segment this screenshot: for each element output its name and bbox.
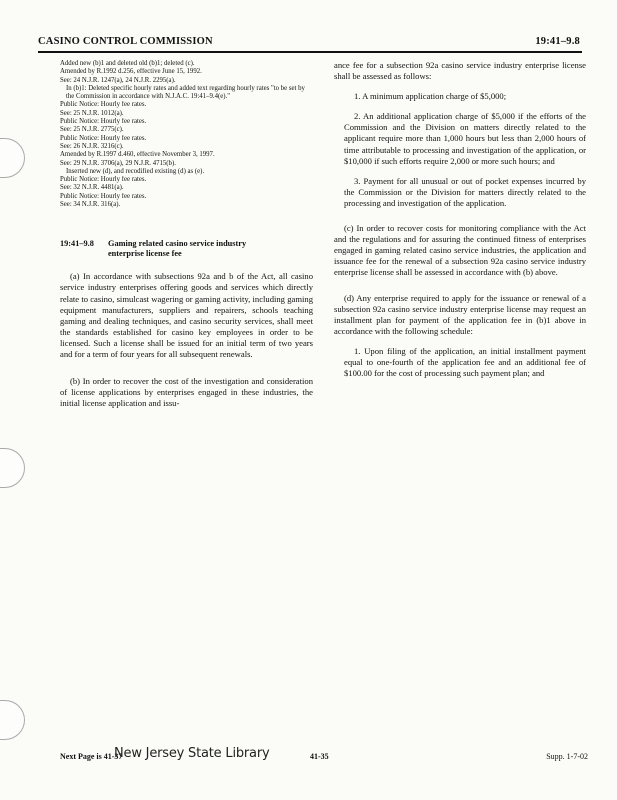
history-line: Public Notice: Hourly fee rates. bbox=[60, 192, 147, 200]
history-line: Public Notice: Hourly fee rates. bbox=[60, 134, 147, 142]
section-title-line2: enterprise license fee bbox=[108, 249, 182, 259]
item-d1: 1. Upon filing of the application, an initial installment payment equal to one-fourth of the application fee and an additional fee of $100.00 for the cost of processing such payment plan; and bbox=[344, 345, 586, 379]
paragraph-a: (a) In accordance with subsections 92a and b of the Act, all casino service industry enterprises offering goods and services which directly relate to casino, simulcast wagering or gaming activity, including gaming equipment manufacturers, suppliers and repairers, schools teaching gaming and dealing techniques, and casino security services, shall meet the standards established for casino key employees in order to be licensed. Such a license shall be issued for an initial term of two years and for a term of four years for all subsequent renewals. bbox=[60, 271, 313, 359]
library-stamp: New Jersey State Library bbox=[114, 746, 270, 761]
history-line: Amended by R.1997 d.460, effective November 3, 1997. bbox=[60, 151, 215, 159]
paragraph-b-continued: ance fee for a subsection 92a casino service industry enterprise license shall be assessed as follows: bbox=[334, 60, 586, 82]
header-section: 19:41–9.8 bbox=[535, 36, 580, 47]
history-line: Added new (b)1 and deleted old (b)1; deleted (c). bbox=[60, 60, 195, 67]
left-column bbox=[60, 60, 313, 409]
item-b3: 3. Payment for all unusual or out of pocket expenses incurred by the Commission or the Division for matters directly related to the processing and investigation of the application. bbox=[344, 175, 586, 208]
supplement-date: Supp. 1-7-02 bbox=[546, 752, 588, 761]
item-b1: 1. A minimum application charge of $5,000; bbox=[354, 91, 507, 102]
binder-hole bbox=[0, 448, 25, 488]
history-line: Amended by R.1992 d.256, effective June 15, 1992. bbox=[60, 68, 202, 76]
binder-hole bbox=[0, 138, 25, 178]
history-line: Inserted new (d), and recodified existing (d) as (e). bbox=[66, 167, 205, 175]
history-line: See: 29 N.J.R. 3706(a), 29 N.J.R. 4715(b). bbox=[60, 159, 176, 167]
running-header bbox=[38, 36, 580, 47]
paragraph-d: (d) Any enterprise required to apply for the issuance or renewal of a subsection 92a casino service industry enterprise license may request an installment plan for payment of the application fee in (b)1 above in accordance with the following schedule: bbox=[334, 292, 586, 336]
page-footer bbox=[60, 748, 588, 768]
history-line: Public Notice: Hourly fee rates. bbox=[60, 101, 147, 109]
item-b2: 2. An additional application charge of $5,000 if the efforts of the Commission and the Division on matters directly related to the applicant require more than 1,000 hours but less than 2,000 hours of time attributable to processing and investigation of the application, or $10,000 if such efforts require 2,000 or more such hours; and bbox=[344, 111, 586, 166]
history-line: See: 25 N.J.R. 2775(c). bbox=[60, 126, 124, 134]
header-title: CASINO CONTROL COMMISSION bbox=[38, 36, 213, 47]
binder-hole bbox=[0, 700, 25, 740]
history-notes bbox=[60, 60, 313, 209]
right-column bbox=[334, 60, 586, 379]
history-line: Public Notice: Hourly fee rates. bbox=[60, 118, 147, 126]
section-number: 19:41–9.8 bbox=[60, 239, 94, 249]
section-title-line1: Gaming related casino service industry bbox=[108, 239, 247, 249]
header-rule bbox=[38, 51, 582, 53]
page-number: 41-35 bbox=[310, 752, 329, 761]
next-page-note: Next Page is 41-37 bbox=[60, 752, 123, 761]
history-line: See: 25 N.J.R. 1012(a). bbox=[60, 109, 124, 117]
history-line: In (b)1: Deleted specific hourly rates and added text regarding hourly rates "to be set by the Commission in accordance with N.J.A.C. 19:41–9.4(e)." bbox=[66, 84, 305, 101]
history-line: See: 24 N.J.R. 1247(a), 24 N.J.R. 2295(a). bbox=[60, 76, 176, 84]
section-heading bbox=[60, 239, 313, 259]
history-line: See: 34 N.J.R. 316(a). bbox=[60, 201, 121, 209]
history-line: See: 32 N.J.R. 4481(a). bbox=[60, 184, 124, 192]
history-line: Public Notice: Hourly fee rates. bbox=[60, 176, 147, 184]
paragraph-b: (b) In order to recover the cost of the investigation and consideration of license applications by enterprises engaged in these industries, the initial license application and issu- bbox=[60, 376, 313, 409]
paragraph-c: (c) In order to recover costs for monitoring compliance with the Act and the regulations and for assuring the continued fitness of enterprises engaged in gaming related casino service industries, the application and issuance fee for the renewal of a subsection 92a casino service industry enterprise license shall be assessed in accordance with (b) above. bbox=[334, 223, 586, 278]
history-line: See: 26 N.J.R. 3216(c). bbox=[60, 142, 124, 150]
